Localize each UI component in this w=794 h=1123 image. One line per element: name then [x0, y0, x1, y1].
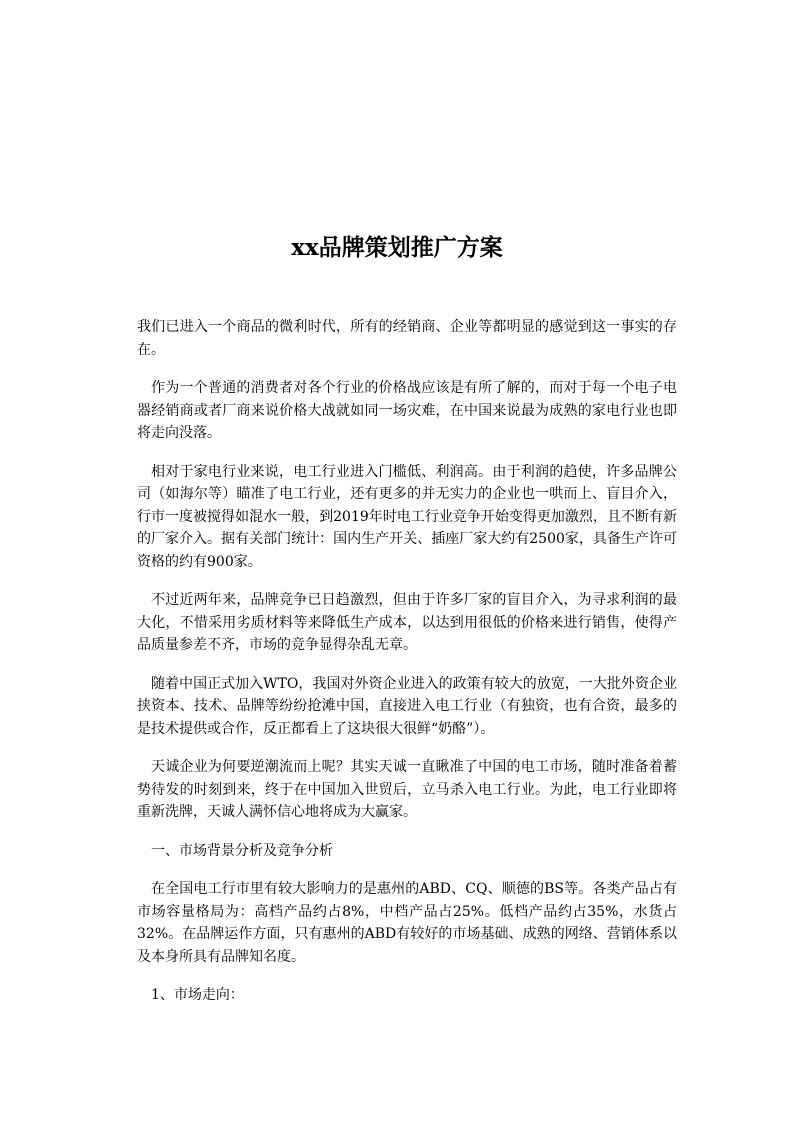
section-heading-market-analysis: 一、市场背景分析及竞争分析 — [151, 842, 333, 859]
paragraph-tiancheng: 天诚企业为何要逆潮流而上呢？其实天诚一直瞅准了中国的电工市场，随时准备着蓄势待发的时刻到来，终于在中国加入世贸后，立马杀入电工行业。为此，电工行业即将重新洗牌，天诚人满怀信心地将成为大赢家。 — [137, 759, 677, 820]
document-body — [137, 316, 677, 1023]
paragraph-brand-competition: 不过近两年来，品牌竞争已日趋激烈，但由于许多厂家的盲目介入，为寻求利润的最大化，不惜采用劣质材料等来降低生产成本，以达到用很低的价格来进行销售，使得产品质量参差不齐，市场的竞争显得杂乱无章。 — [137, 592, 677, 653]
paragraph-wto: 随着中国正式加入WTO，我国对外资企业进入的政策有较大的放宽，一大批外资企业挟资本、技术、品牌等纷纷抢滩中国，直接进入电工行业（有独资，也有合资，最多的是技术提供或合作，反正都看上了这块很大很鲜“奶酪”）。 — [137, 675, 677, 737]
subheading-market-trend: 1、市场走向： — [151, 987, 244, 1003]
paragraph-market-share: 在全国电工行市里有较大影响力的是惠州的ABD、CQ、顺德的BS等。各类产品占有市场容量格局为：高档产品约占8%，中档产品占25%。低档产品约占35%，水货占32%。在品牌运作方面，只有惠州的ABD有较好的市场基础、成熟的网络、营销体系以及本身所具有品牌知名度。 — [137, 881, 677, 965]
paragraph-electrical-industry: 相对于家电行业来说，电工行业进入门槛低、利润高。由于利润的趋使，许多品牌公司（如海尔等）瞄准了电工行业，还有更多的并无实力的企业也一哄而上、盲目介入，行市一度被搅得如混水一般，到2019年时电工行业竞争开始变得更加激烈，且不断有新的厂家介入。据有关部门统计：国内生产开关、插座厂家大约有2500家，具备生产许可资格的约有900家。 — [137, 463, 677, 570]
document-title: xx品牌策划推广方案 — [291, 234, 503, 261]
paragraph-intro: 我们已进入一个商品的微利时代，所有的经销商、企业等都明显的感觉到这一事实的存在。 — [137, 319, 677, 358]
paragraph-price-war: 作为一个普通的消费者对各个行业的价格战应该是有所了解的，而对于每一个电子电器经销商或者厂商来说价格大战就如同一场灾难，在中国来说最为成熟的家电行业也即将走向没落。 — [137, 380, 677, 441]
